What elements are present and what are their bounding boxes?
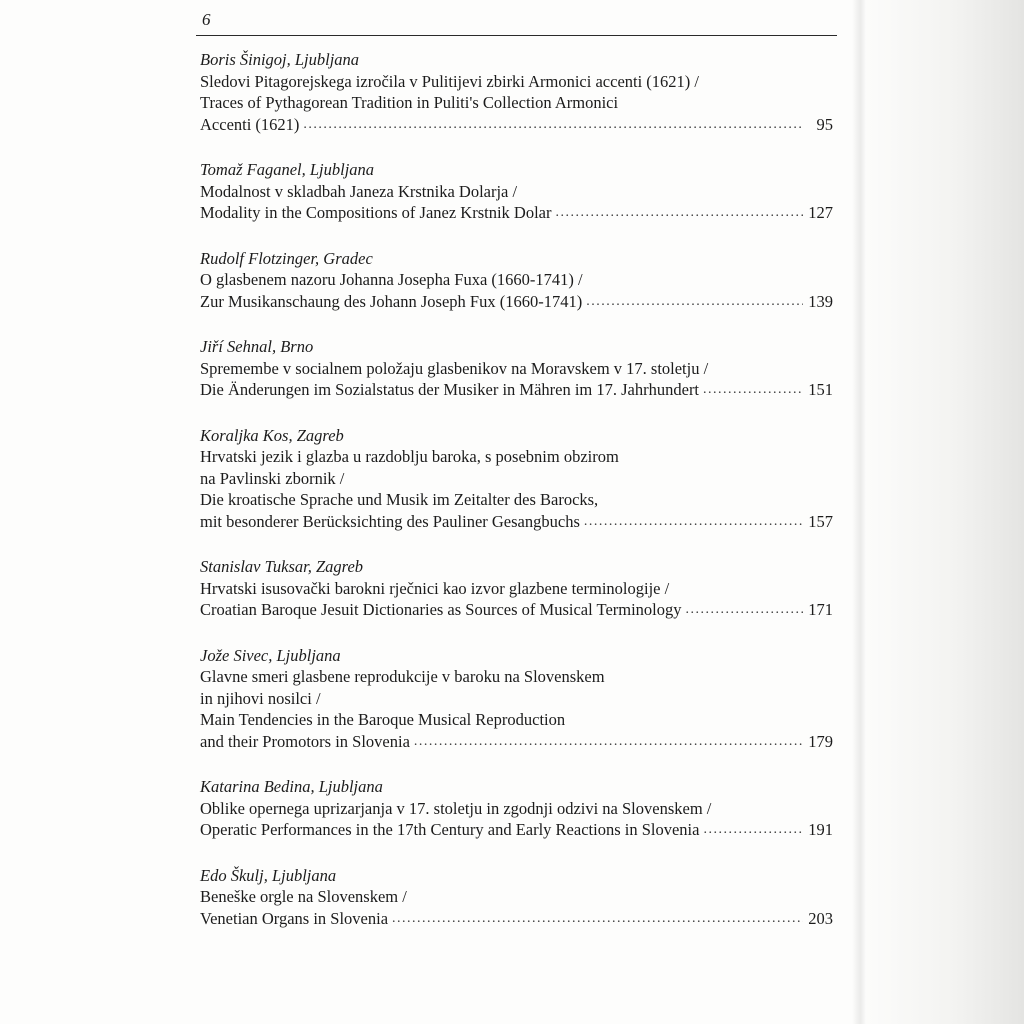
entry-title-line: Hrvatski isusovački barokni rječnici kao izvor glazbene terminologije /: [200, 578, 670, 598]
entry-title-line: Hrvatski jezik i glazba u razdoblju baroka, s posebnim obzirom: [200, 447, 619, 466]
entry-title-line: Oblike opernega uprizarjanja v 17. stoletju in zgodnji odzivi na Slovenskem /: [200, 798, 712, 818]
entry-title-last-line: [200, 291, 833, 313]
toc-entry: [200, 49, 833, 135]
entry-author: Koraljka Kos, Zagreb: [200, 425, 344, 445]
entry-page-number: 179: [808, 731, 833, 751]
entry-page-number: 203: [808, 908, 833, 928]
page-fold-shadow: [852, 0, 866, 1024]
dot-leader: [392, 908, 803, 930]
entry-title-line: Beneške orgle na Slovenskem /: [200, 887, 407, 906]
toc-entry: [200, 159, 833, 224]
page-edge-shadow: [854, 0, 1024, 1024]
entry-page-number: 95: [816, 114, 833, 134]
toc-entry: [200, 556, 833, 621]
entry-title-text: Zur Musikanschaung des Johann Joseph Fux (1660-1741): [200, 291, 583, 311]
entry-author: Stanislav Tuksar, Zagreb: [200, 557, 364, 576]
entry-title-line: in njihovi nosilci /: [200, 688, 321, 708]
entry-title-last-line: [200, 511, 833, 533]
dot-leader: [584, 511, 803, 533]
toc-entry: [200, 865, 833, 930]
entry-title-line: Traces of Pythagorean Tradition in Puliti's Collection Armonici: [200, 93, 619, 112]
entry-title-text: Accenti (1621): [200, 114, 300, 134]
dot-leader: [414, 731, 803, 753]
page-number: 6: [202, 10, 211, 29]
entry-title-last-line: [200, 202, 833, 224]
toc-entry: [200, 645, 833, 753]
dot-leader: [303, 114, 803, 136]
entry-title-last-line: [200, 114, 833, 136]
entry-title-line: Main Tendencies in the Baroque Musical Reproduction: [200, 710, 566, 729]
dot-leader: [686, 599, 803, 621]
entry-title-last-line: [200, 731, 833, 753]
entry-author: Boris Šinigoj, Ljubljana: [200, 50, 360, 69]
entry-page-number: 191: [808, 820, 833, 839]
entry-page-number: 157: [808, 511, 833, 531]
dot-leader: [703, 819, 803, 841]
entry-title-last-line: [200, 599, 833, 621]
entry-title-text: Croatian Baroque Jesuit Dictionaries as Sources of Musical Terminology: [200, 600, 682, 619]
entry-title-text: and their Promotors in Slovenia: [200, 731, 410, 751]
dot-leader: [556, 202, 803, 224]
entry-title-last-line: [200, 379, 833, 401]
entry-title-text: Modality in the Compositions of Janez Krstnik Dolar: [200, 203, 552, 222]
entry-title-text: Operatic Performances in the 17th Century and Early Reactions in Slovenia: [200, 820, 700, 839]
entry-author: Edo Škulj, Ljubljana: [200, 865, 337, 885]
entry-title-line: Glavne smeri glasbene reprodukcije v baroku na Slovenskem: [200, 667, 605, 686]
entry-title-line: Spremembe v socialnem položaju glasbenikov na Moravskem v 17. stoletju /: [200, 358, 709, 378]
entry-title-line: Sledovi Pitagorejskega izročila v Pulitijevi zbirki Armonici accenti (1621) /: [200, 71, 700, 91]
table-of-contents: [200, 6, 833, 929]
dot-leader: [586, 291, 803, 313]
entry-author: Jiří Sehnal, Brno: [200, 337, 314, 356]
entry-title-last-line: [200, 819, 833, 841]
entry-title-line: O glasbenem nazoru Johanna Josepha Fuxa (1660-1741) /: [200, 270, 583, 289]
entry-author: Rudolf Flotzinger, Gradec: [200, 248, 373, 268]
entry-author: Katarina Bedina, Ljubljana: [200, 777, 383, 796]
entry-page-number: 127: [808, 203, 833, 222]
toc-entry: [200, 776, 833, 841]
entry-title-text: Die Änderungen im Sozialstatus der Musiker in Mähren im 17. Jahrhundert: [200, 380, 700, 399]
entry-title-line: Modalnost v skladbah Janeza Krstnika Dolarja /: [200, 181, 518, 201]
entry-page-number: 151: [808, 380, 833, 399]
entry-title-line: Die kroatische Sprache und Musik im Zeitalter des Barocks,: [200, 490, 599, 509]
entry-author: Jože Sivec, Ljubljana: [200, 645, 341, 665]
toc-entry: [200, 336, 833, 401]
toc-entries: [200, 49, 833, 929]
entry-title-text: Venetian Organs in Slovenia: [200, 908, 389, 928]
entry-title-last-line: [200, 908, 833, 930]
dot-leader: [703, 379, 803, 401]
entry-title-text: mit besonderer Berücksichting des Pauliner Gesangbuchs: [200, 511, 580, 531]
entry-title-line: na Pavlinski zbornik /: [200, 468, 345, 488]
entry-author: Tomaž Faganel, Ljubljana: [200, 160, 375, 179]
toc-entry: [200, 248, 833, 313]
entry-page-number: 139: [808, 291, 833, 311]
toc-entry: [200, 425, 833, 533]
entry-page-number: 171: [808, 600, 833, 619]
